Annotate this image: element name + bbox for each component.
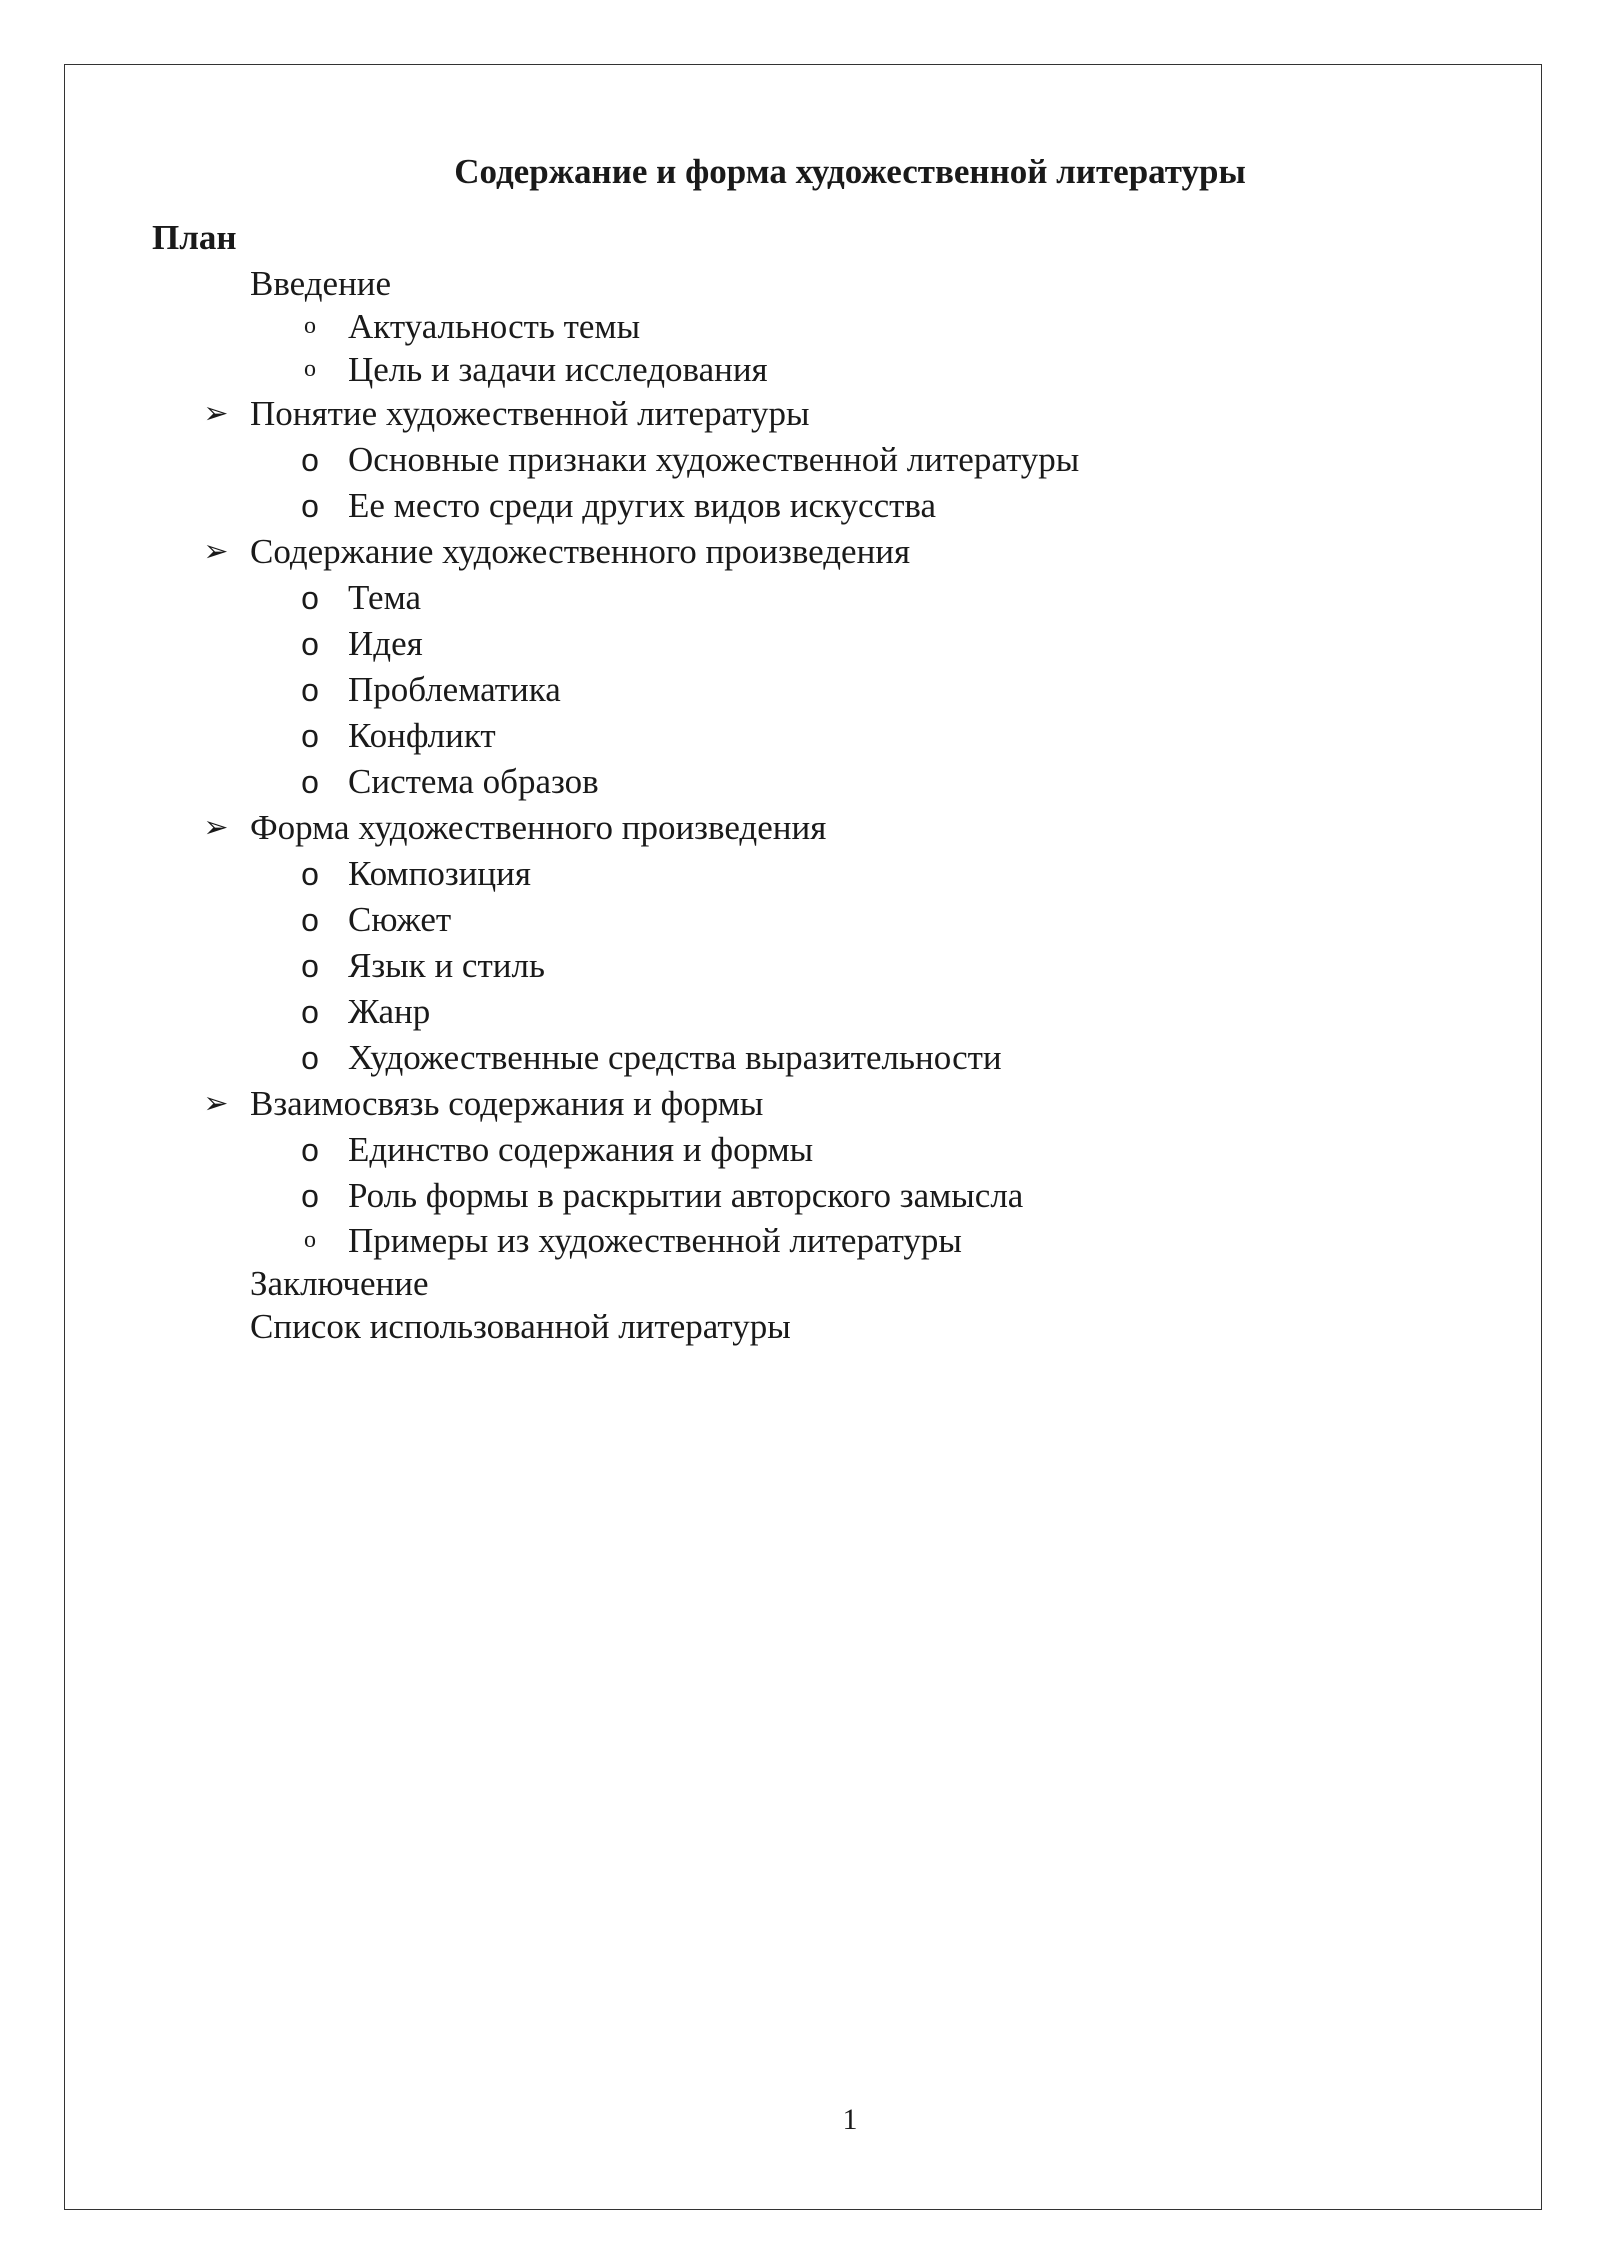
outline-item-label: Основные признаки художественной литературы [348, 440, 1080, 479]
circle-bullet-icon: o [301, 1040, 319, 1076]
outline-item [0, 1081, 1600, 1127]
outline-item-label: Примеры из художественной литературы [348, 1221, 962, 1260]
outline-item-label: Введение [250, 264, 392, 303]
circle-bullet-icon: o [301, 902, 319, 938]
circle-bullet-icon: o [301, 580, 319, 616]
outline-subitem [0, 713, 1600, 759]
outline-item-label: Единство содержания и формы [348, 1130, 814, 1169]
outline-item [0, 529, 1600, 575]
outline-subitem [0, 348, 1600, 391]
page-number: 1 [842, 2103, 858, 2136]
outline-subitem [0, 437, 1600, 483]
outline-subitem [0, 621, 1600, 667]
outline-item-label: Тема [348, 578, 422, 617]
outline-item-label: Сюжет [348, 900, 452, 939]
outline-subitem [0, 667, 1600, 713]
outline-item-label: Конфликт [348, 716, 496, 755]
circle-bullet-icon: o [301, 994, 319, 1030]
circle-bullet-icon: o [301, 442, 319, 478]
outline-item-label: Актуальность темы [348, 307, 641, 346]
arrow-bullet-icon: ➢ [203, 1087, 229, 1120]
circle-bullet-icon: o [301, 948, 319, 984]
outline-item-label: Список использованной литературы [250, 1307, 791, 1346]
small-circle-bullet-icon: o [304, 313, 316, 339]
outline-subitem [0, 897, 1600, 943]
outline-item [0, 1305, 1600, 1348]
outline-subitem [0, 575, 1600, 621]
arrow-bullet-icon: ➢ [203, 811, 229, 844]
outline-item [0, 262, 1600, 305]
outline-subitem [0, 989, 1600, 1035]
circle-bullet-icon: o [301, 488, 319, 524]
outline-item-label: Взаимосвязь содержания и формы [250, 1084, 764, 1123]
outline-item-label: Понятие художественной литературы [250, 394, 810, 433]
outline-subitem [0, 483, 1600, 529]
outline-item-label: Заключение [250, 1264, 429, 1303]
outline-item-label: Жанр [348, 992, 431, 1031]
small-circle-bullet-icon: o [304, 356, 316, 382]
circle-bullet-icon: o [301, 718, 319, 754]
outline-subitem [0, 1219, 1600, 1262]
outline-item-label: Композиция [348, 854, 531, 893]
outline-item [0, 1262, 1600, 1305]
document-title: Содержание и форма художественной литературы [454, 152, 1246, 191]
outline-subitem [0, 1127, 1600, 1173]
circle-bullet-icon: o [301, 764, 319, 800]
arrow-bullet-icon: ➢ [203, 397, 229, 430]
outline-item-label: Язык и стиль [348, 946, 545, 985]
outline-subitem [0, 1035, 1600, 1081]
plan-heading: План [152, 218, 237, 257]
outline-item [0, 391, 1600, 437]
outline-subitem [0, 305, 1600, 348]
outline-item-label: Ее место среди других видов искусства [348, 486, 936, 525]
circle-bullet-icon: o [301, 1178, 319, 1214]
plan-outline [0, 262, 1600, 1348]
circle-bullet-icon: o [301, 672, 319, 708]
outline-item-label: Проблематика [348, 670, 561, 709]
outline-item-label: Художественные средства выразительности [348, 1038, 1002, 1077]
outline-item-label: Цель и задачи исследования [348, 350, 768, 389]
outline-subitem [0, 943, 1600, 989]
outline-subitem [0, 1173, 1600, 1219]
outline-item [0, 805, 1600, 851]
small-circle-bullet-icon: o [304, 1227, 316, 1253]
circle-bullet-icon: o [301, 626, 319, 662]
outline-item-label: Форма художественного произведения [250, 808, 827, 847]
arrow-bullet-icon: ➢ [203, 535, 229, 568]
outline-item-label: Роль формы в раскрытии авторского замысла [348, 1176, 1024, 1215]
outline-subitem [0, 759, 1600, 805]
outline-subitem [0, 851, 1600, 897]
outline-item-label: Идея [348, 624, 423, 663]
circle-bullet-icon: o [301, 1132, 319, 1168]
outline-item-label: Система образов [348, 762, 599, 801]
circle-bullet-icon: o [301, 856, 319, 892]
outline-item-label: Содержание художественного произведения [250, 532, 911, 571]
